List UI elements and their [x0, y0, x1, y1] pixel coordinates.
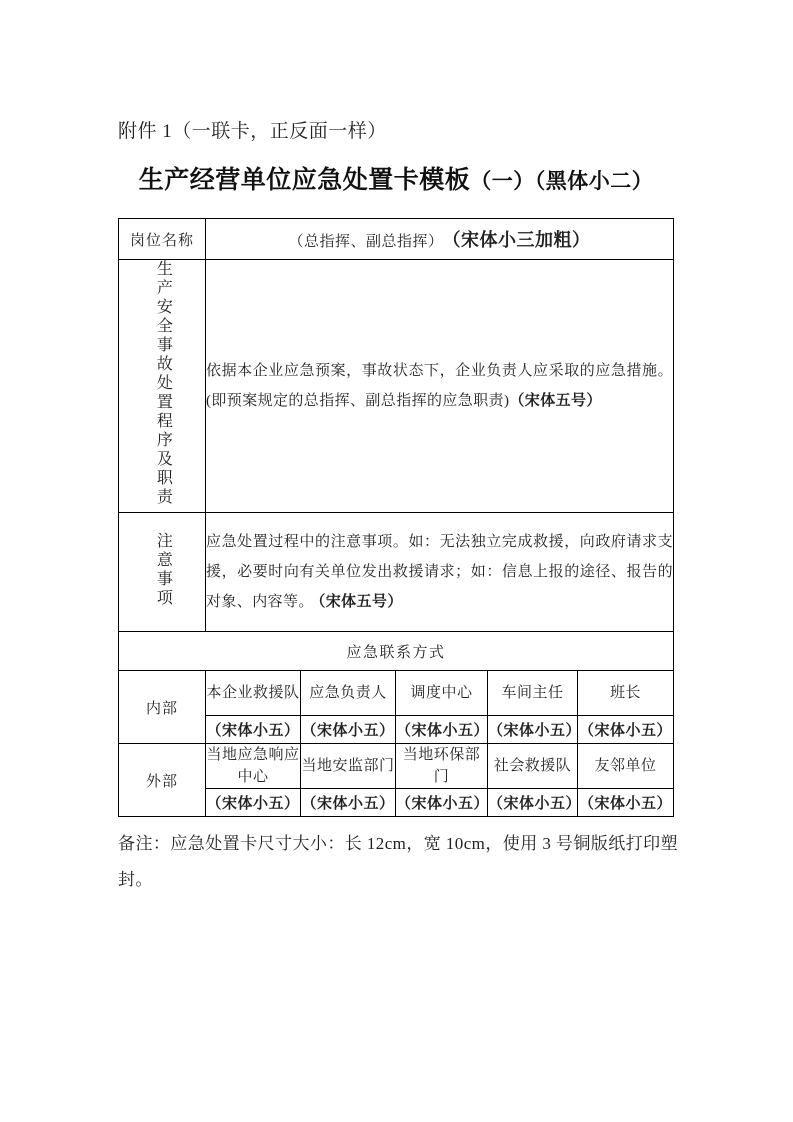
- attachment-label: 附件 1（一联卡，正反面一样）: [118, 121, 387, 142]
- internal-contact-value: （宋体小五）: [206, 716, 301, 744]
- post-name-font-note: （宋体小三加粗）: [451, 230, 591, 250]
- external-contact-value: （宋体小五）: [206, 789, 301, 817]
- page-title-note: （一）（黑体小二）: [470, 169, 654, 193]
- notes-vertical-label-text: 注意事项: [154, 531, 172, 608]
- external-contact-name: 当地环保部门: [396, 744, 488, 789]
- external-contact-value: （宋体小五）: [488, 789, 578, 817]
- procedure-vertical-label-text: 生产安全事故处置程序及职责: [154, 260, 172, 507]
- internal-contact-name: 车间主任: [488, 671, 578, 716]
- table-row-internal-names: [119, 671, 674, 716]
- procedure-font-note: （宋体五号）: [509, 393, 602, 409]
- external-contact-name: 社会救援队: [488, 744, 578, 789]
- external-contact-value: （宋体小五）: [578, 789, 674, 817]
- procedure-body-cell: [206, 260, 674, 513]
- post-name-label: 岗位名称: [119, 219, 206, 260]
- page-title: [118, 164, 674, 198]
- internal-contact-name: 本企业救援队: [206, 671, 301, 716]
- external-contact-value: （宋体小五）: [301, 789, 396, 817]
- notes-vertical-label: [119, 513, 206, 632]
- notes-font-note: （宋体五号）: [317, 594, 403, 610]
- table-row-external-names: [119, 744, 674, 789]
- emergency-card-table: [118, 218, 674, 817]
- external-contact-name: 当地安监部门: [301, 744, 396, 789]
- table-row-contact-header: [119, 632, 674, 671]
- external-label: 外部: [119, 744, 206, 817]
- table-row-procedure: [119, 260, 674, 513]
- internal-contact-value: （宋体小五）: [396, 716, 488, 744]
- external-contact-name: 友邻单位: [578, 744, 674, 789]
- remark-note: 备注：应急处置卡尺寸大小：长 12cm，宽 10cm，使用 3 号铜版纸打印塑封。: [118, 834, 678, 889]
- internal-label: 内部: [119, 671, 206, 744]
- internal-contact-value: （宋体小五）: [301, 716, 396, 744]
- table-row-post: [119, 219, 674, 260]
- contact-section-header: 应急联系方式: [119, 632, 674, 671]
- procedure-vertical-label: [119, 260, 206, 513]
- page-title-main: 生产经营单位应急处置卡模板: [138, 167, 471, 194]
- procedure-body-text: 依据本企业应急预案，事故状态下，企业负责人应采取的应急措施。(即预案规定的总指挥、副总指挥的应急职责): [206, 363, 674, 409]
- post-name-value-text: （总指挥、副总指挥）: [288, 234, 444, 250]
- internal-contact-value: （宋体小五）: [488, 716, 578, 744]
- table-row-notes: [119, 513, 674, 632]
- internal-contact-value: （宋体小五）: [578, 716, 674, 744]
- notes-body-cell: [206, 513, 674, 632]
- external-contact-name: 当地应急响应中心: [206, 744, 301, 789]
- post-name-value: [206, 219, 674, 260]
- external-contact-value: （宋体小五）: [396, 789, 488, 817]
- internal-contact-name: 调度中心: [396, 671, 488, 716]
- internal-contact-name: 班长: [578, 671, 674, 716]
- internal-contact-name: 应急负责人: [301, 671, 396, 716]
- notes-body-text: 应急处置过程中的注意事项。如：无法独立完成救援，向政府请求支援，必要时向有关单位发出救援请求；如：信息上报的途径、报告的对象、内容等。: [206, 534, 674, 610]
